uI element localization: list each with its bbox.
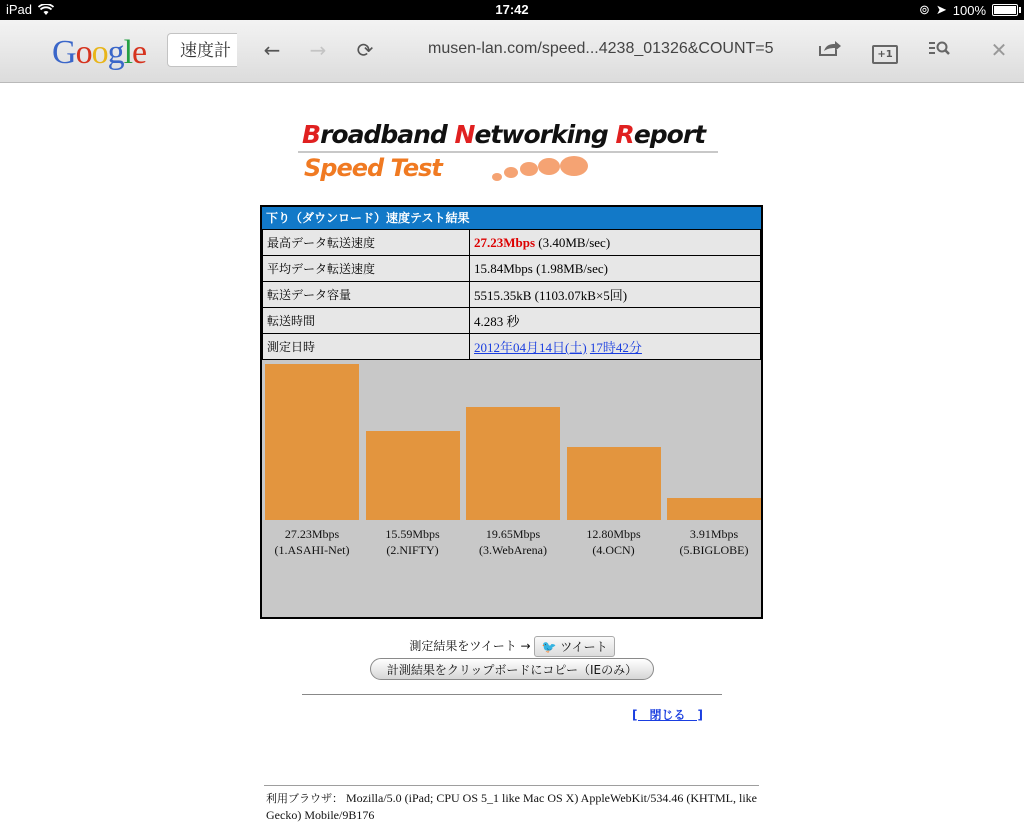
- chart-bar-label: [262, 526, 362, 558]
- banner-rule: [298, 151, 718, 153]
- chart-category-label: (4.OCN): [592, 543, 635, 557]
- chart-value-label: 27.23Mbps: [284, 527, 340, 541]
- copy-to-clipboard-button[interactable]: 計測結果をクリップボードにコピー（IEのみ）: [370, 658, 654, 680]
- rotation-lock-icon: ⊚: [918, 2, 930, 17]
- chart-category-label: (3.WebArena): [479, 543, 547, 557]
- banner-subtitle: Speed Test: [304, 154, 442, 182]
- chart-category-label: (5.BIGLOBE): [679, 543, 749, 557]
- row-label: 平均データ転送速度: [263, 256, 470, 282]
- browser-info-label: 利用ブラウザ：: [266, 792, 343, 805]
- location-icon: ➤: [935, 2, 947, 17]
- chart-category-label: (1.ASAHI-Net): [274, 543, 350, 557]
- chart-category-label: (2.NIFTY): [386, 543, 439, 557]
- share-icon[interactable]: [817, 37, 843, 63]
- banner-dot: [520, 162, 538, 176]
- tweet-row: [0, 636, 1024, 657]
- site-banner: [298, 120, 728, 190]
- speed-bar-chart: [262, 360, 761, 570]
- row-label: 転送時間: [263, 308, 470, 334]
- search-input[interactable]: 速度計: [167, 33, 237, 67]
- search-in-page-icon[interactable]: [926, 37, 952, 63]
- battery-icon: [992, 4, 1018, 16]
- browser-info: [264, 785, 759, 827]
- table-row: [263, 308, 761, 334]
- chart-value-label: 12.80Mbps: [586, 527, 641, 541]
- banner-dot: [492, 173, 502, 181]
- row-value: [470, 334, 761, 360]
- row-label: 最高データ転送速度: [263, 230, 470, 256]
- row-label: 測定日時: [263, 334, 470, 360]
- chart-value-label: 3.91Mbps: [689, 527, 739, 541]
- close-icon[interactable]: ✕: [990, 38, 1008, 62]
- row-label: 転送データ容量: [263, 282, 470, 308]
- clock: 17:42: [495, 2, 529, 17]
- table-row: [263, 230, 761, 256]
- status-bar: [0, 0, 1024, 20]
- banner-dot: [538, 158, 560, 175]
- tweet-button-label: ツイート: [560, 640, 608, 654]
- tweet-button[interactable]: [534, 636, 614, 657]
- browser-toolbar: [0, 20, 1024, 83]
- row-value: 5515.35kB (1103.07kB×5回): [470, 282, 761, 308]
- banner-dot: [504, 167, 518, 178]
- divider: [302, 694, 722, 695]
- banner-title: Broadband Networking Report: [302, 120, 706, 149]
- banner-dot: [560, 156, 588, 176]
- row-value: 27.23Mbps (3.40MB/sec): [470, 230, 761, 256]
- date-link[interactable]: 2012年04月14日(土): [474, 340, 587, 355]
- chart-bar: [466, 407, 560, 520]
- twitter-bird-icon: 🐦: [541, 640, 557, 654]
- row-value: 15.84Mbps (1.98MB/sec): [470, 256, 761, 282]
- chart-bar-label: [463, 526, 563, 558]
- chart-bar-label: [664, 526, 764, 558]
- result-header: 下り（ダウンロード）速度テスト結果: [262, 207, 761, 229]
- result-table: [262, 229, 761, 360]
- chart-bar: [567, 447, 661, 520]
- table-row: [263, 256, 761, 282]
- chart-value-label: 19.65Mbps: [485, 527, 541, 541]
- chart-bar: [366, 431, 460, 520]
- chart-bar: [265, 364, 359, 520]
- time-link[interactable]: 17時42分: [589, 340, 642, 355]
- chart-bar-label: [363, 526, 463, 558]
- back-arrow-icon[interactable]: ←: [263, 38, 281, 62]
- tweet-prefix: 測定結果をツイート →: [409, 639, 531, 653]
- forward-arrow-icon[interactable]: →: [309, 38, 327, 62]
- table-row: [263, 334, 761, 360]
- battery-percent: 100%: [952, 2, 986, 18]
- reload-icon[interactable]: ⟳: [356, 38, 374, 62]
- plus-one-button[interactable]: [870, 37, 900, 63]
- row-value: 4.283 秒: [470, 308, 761, 334]
- chart-value-label: 15.59Mbps: [385, 527, 440, 541]
- table-row: [263, 282, 761, 308]
- plus-one-icon: +1: [872, 45, 898, 64]
- chart-bar: [667, 498, 761, 520]
- device-name: iPad: [6, 2, 33, 17]
- url-bar[interactable]: musen-lan.com/speed...4238_01326&COUNT=5: [428, 40, 774, 57]
- close-link[interactable]: [ 閉じる ]: [632, 708, 703, 722]
- chart-bar-label: [564, 526, 664, 558]
- browser-info-value: Mozilla/5.0 (iPad; CPU OS 5_1 like Mac OS X) AppleWebKit/534.46 (KHTML, like Gecko) Mobile/9B176: [266, 791, 757, 822]
- google-logo[interactable]: Google: [52, 34, 147, 71]
